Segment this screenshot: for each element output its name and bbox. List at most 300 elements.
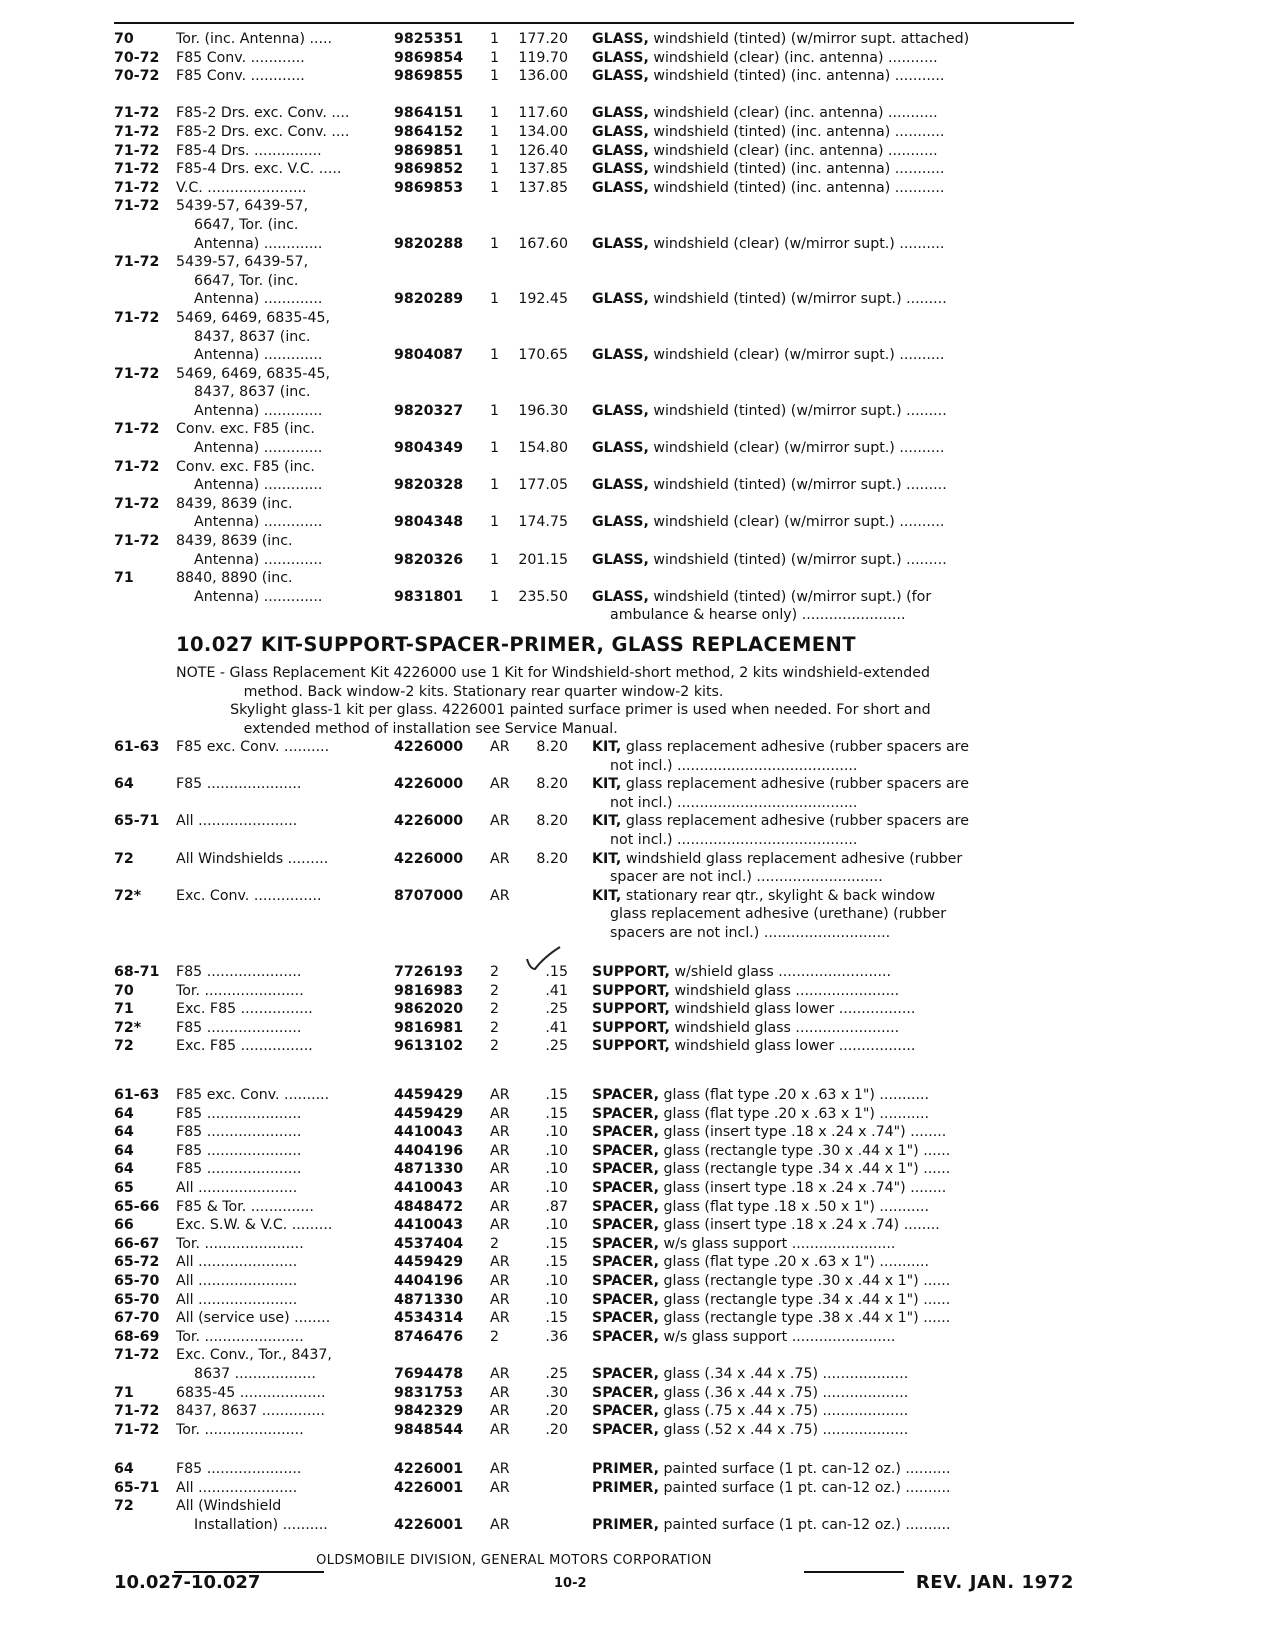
list-price: [510, 868, 592, 887]
list-price: .20: [545, 1403, 568, 1420]
part-row: [114, 402, 1074, 421]
list-price: [510, 924, 592, 943]
note-line: Skylight glass-1 kit per glass. 4226001 painted surface primer is used when needed. For short and: [176, 702, 931, 719]
part-number: 9820327: [394, 402, 464, 419]
part-description: [592, 1123, 1074, 1142]
list-price: [510, 309, 592, 328]
list-price: .30: [545, 1384, 568, 1401]
quantity: [488, 831, 510, 850]
part-description-text: painted surface (1 pt. can-12 oz.) ..........: [659, 1461, 951, 1477]
model-applicability: Antenna) .............: [176, 347, 323, 364]
part-number: 4226000: [394, 813, 464, 830]
part-number: 4226001: [394, 1461, 464, 1477]
year-range: 71: [114, 1001, 134, 1018]
list-price: 117.60: [518, 105, 568, 122]
list-price: [510, 328, 592, 347]
part-description: [592, 253, 1074, 272]
model-applicability: F85 .....................: [176, 1124, 302, 1141]
list-price: [510, 458, 592, 477]
model-applicability: 6835-45 ...................: [176, 1384, 326, 1401]
year-range: 71-72: [114, 421, 160, 438]
model-applicability: All (Windshield: [176, 1498, 282, 1515]
model-applicability: All ......................: [176, 813, 298, 830]
part-description: [592, 1346, 1074, 1365]
model-applicability: [176, 794, 394, 813]
footer-division: OLDSMOBILE DIVISION, GENERAL MOTORS CORPORATION: [316, 1553, 712, 1568]
list-price: .87: [545, 1198, 568, 1215]
part-description-text: windshield glass lower .................: [669, 1038, 916, 1055]
part-number: 4871330: [394, 1291, 464, 1308]
part-description: [592, 290, 1074, 309]
year-range: [114, 513, 176, 532]
quantity: 2: [490, 982, 500, 999]
part-row: [114, 1235, 1074, 1254]
list-price: .15: [545, 1310, 568, 1327]
part-row: [114, 532, 1074, 551]
quantity: 2: [490, 1235, 500, 1252]
quantity: 2: [490, 1328, 500, 1345]
list-price: .10: [545, 1161, 568, 1178]
quantity: 1: [490, 68, 500, 85]
quantity: [488, 757, 510, 776]
part-description-text: windshield (tinted) (inc. antenna) ...........: [648, 123, 945, 140]
part-number: 9825351: [394, 31, 464, 47]
year-range: [114, 272, 176, 291]
part-number: 4226000: [394, 850, 464, 867]
part-number: 9820288: [394, 235, 464, 252]
list-price: .10: [545, 1179, 568, 1196]
model-applicability: [176, 868, 394, 887]
part-name: KIT,: [592, 850, 622, 867]
year-range: 70-72: [114, 68, 160, 85]
list-price: .36: [545, 1328, 568, 1345]
part-description: [592, 1516, 1074, 1535]
part-description-text: windshield (tinted) (inc. antenna) ...........: [648, 68, 945, 85]
part-description: [592, 1497, 1074, 1516]
model-applicability: F85 Conv. ............: [176, 68, 305, 85]
part-number: 9820328: [394, 477, 464, 494]
part-description-text: glass replacement adhesive (urethane) (rubber: [592, 906, 947, 923]
part-description: [592, 1460, 1074, 1479]
part-description: [592, 775, 1074, 794]
model-applicability: F85 exc. Conv. ..........: [176, 739, 330, 755]
model-applicability: Antenna) .............: [176, 291, 323, 308]
part-description: [592, 850, 1074, 869]
part-description: [592, 588, 1074, 607]
part-name: SPACER,: [592, 1384, 659, 1401]
list-price: .15: [545, 1087, 568, 1103]
part-number: 9816983: [394, 982, 464, 999]
quantity: 1: [490, 142, 500, 159]
quantity: AR: [490, 1291, 510, 1308]
model-applicability: F85 Conv. ............: [176, 49, 305, 66]
part-description: [592, 1328, 1074, 1347]
model-applicability: F85-4 Drs. ...............: [176, 142, 322, 159]
list-price: 137.85: [518, 161, 568, 178]
part-description-text: glass (flat type .20 x .63 x 1") ...........: [658, 1105, 930, 1122]
quantity: AR: [490, 739, 510, 755]
model-applicability: 6647, Tor. (inc.: [176, 216, 299, 233]
part-description: [592, 402, 1074, 421]
part-description-text: windshield (tinted) (w/mirror supt.) .........: [648, 477, 947, 494]
quantity: AR: [490, 1516, 510, 1533]
quantity: [488, 197, 510, 216]
year-range: 71-72: [114, 161, 160, 178]
year-range: 71-72: [114, 142, 160, 159]
quantity: AR: [490, 1479, 510, 1496]
kit-list: [114, 738, 1074, 943]
list-price: [510, 606, 592, 625]
section-note: [176, 664, 1076, 738]
quantity: AR: [490, 1142, 510, 1159]
list-price: [510, 272, 592, 291]
part-description: [592, 1272, 1074, 1291]
year-range: 71-72: [114, 1421, 160, 1438]
footer-revision: REV. JAN. 1972: [915, 1572, 1074, 1593]
year-range: 64: [114, 1461, 134, 1477]
list-price: [510, 495, 592, 514]
part-number: 9848544: [394, 1421, 464, 1438]
year-range: 71-72: [114, 1403, 160, 1420]
part-row: [114, 905, 1074, 924]
part-name: SPACER,: [592, 1310, 659, 1327]
year-range: [114, 235, 176, 254]
part-name: GLASS,: [592, 68, 649, 85]
part-number: [394, 532, 488, 551]
quantity: AR: [490, 1254, 510, 1271]
part-description: [592, 383, 1074, 402]
part-number: 9869853: [394, 179, 464, 196]
part-number: 9869851: [394, 142, 464, 159]
part-description-text: spacer are not incl.) ............................: [592, 869, 883, 886]
model-applicability: Antenna) .............: [176, 588, 323, 605]
part-description: [592, 1179, 1074, 1198]
part-description-text: glass (flat type .20 x .63 x 1") ...........: [658, 1254, 930, 1271]
part-name: GLASS,: [592, 179, 649, 196]
quantity: [488, 253, 510, 272]
part-name: SPACER,: [592, 1179, 659, 1196]
model-applicability: F85 & Tor. ..............: [176, 1198, 314, 1215]
model-applicability: 5469, 6469, 6835-45,: [176, 365, 331, 382]
part-row: [114, 513, 1074, 532]
part-description-text: not incl.) ........................................: [592, 831, 858, 848]
part-name: GLASS,: [592, 291, 649, 308]
part-name: SUPPORT,: [592, 964, 670, 980]
part-description-text: windshield (tinted) (inc. antenna) ...........: [648, 161, 945, 178]
part-description: [592, 1253, 1074, 1272]
part-row: [114, 757, 1074, 776]
quantity: [488, 309, 510, 328]
list-price: .15: [545, 1254, 568, 1271]
part-description: [592, 346, 1074, 365]
list-price: 136.00: [518, 68, 568, 85]
list-price: 192.45: [518, 291, 568, 308]
part-number: [394, 458, 488, 477]
quantity: AR: [490, 1124, 510, 1141]
model-applicability: Installation) ..........: [176, 1516, 328, 1533]
quantity: [488, 868, 510, 887]
part-row: [114, 1037, 1074, 1056]
part-number: 9820326: [394, 551, 464, 568]
quantity: 1: [490, 402, 500, 419]
year-range: 65-66: [114, 1198, 160, 1215]
part-row: [114, 346, 1074, 365]
model-applicability: Antenna) .............: [176, 235, 323, 252]
model-applicability: [176, 757, 394, 776]
part-row: [114, 812, 1074, 831]
part-name: GLASS,: [592, 514, 649, 531]
part-description: [592, 328, 1074, 347]
quantity: AR: [490, 1461, 510, 1477]
part-number: 4226001: [394, 1516, 464, 1533]
part-description-text: w/s glass support .......................: [658, 1235, 896, 1252]
year-range: 67-70: [114, 1310, 160, 1327]
year-range: 70: [114, 982, 134, 999]
part-description: [592, 982, 1074, 1001]
part-description-text: glass (rectangle type .34 x .44 x 1") ......: [658, 1161, 951, 1178]
part-name: SPACER,: [592, 1235, 659, 1252]
part-row: [114, 49, 1074, 68]
part-description-text: glass (rectangle type .30 x .44 x 1") ......: [658, 1142, 951, 1159]
part-row: [114, 831, 1074, 850]
year-range: 70: [114, 31, 134, 47]
note-line: NOTE - Glass Replacement Kit 4226000 use 1 Kit for Windshield-short method, 2 kits windshield-extended: [176, 665, 930, 681]
model-applicability: 8637 ..................: [176, 1365, 316, 1382]
part-description: [592, 1086, 1074, 1105]
part-number: [394, 495, 488, 514]
part-description-text: glass (rectangle type .38 x .44 x 1") ......: [658, 1310, 951, 1327]
part-description: [592, 1309, 1074, 1328]
part-number: 4848472: [394, 1198, 464, 1215]
part-name: SPACER,: [592, 1403, 659, 1420]
list-price: .15: [545, 1105, 568, 1122]
part-row: [114, 1346, 1074, 1365]
year-range: 71-72: [114, 1347, 160, 1364]
quantity: 1: [490, 347, 500, 364]
part-number: 4410043: [394, 1217, 464, 1234]
part-description-text: windshield (tinted) (w/mirror supt.) (for: [648, 588, 932, 605]
year-range: [114, 551, 176, 570]
part-description: [592, 142, 1074, 161]
part-description-text: glass (flat type .18 x .50 x 1") ...........: [658, 1198, 930, 1215]
model-applicability: 8840, 8890 (inc.: [176, 570, 293, 587]
quantity: [488, 328, 510, 347]
part-number: 4410043: [394, 1179, 464, 1196]
part-name: SPACER,: [592, 1272, 659, 1289]
part-number: [394, 905, 488, 924]
quantity: 1: [490, 588, 500, 605]
year-range: 66: [114, 1217, 134, 1234]
part-name: SUPPORT,: [592, 1001, 670, 1018]
part-number: [394, 794, 488, 813]
part-description: [592, 1365, 1074, 1384]
part-number: 4459429: [394, 1105, 464, 1122]
part-row: [114, 160, 1074, 179]
part-row: [114, 309, 1074, 328]
year-range: [114, 439, 176, 458]
year-range: [114, 757, 176, 776]
quantity: 1: [490, 123, 500, 140]
quantity: 1: [490, 49, 500, 66]
part-number: 9869855: [394, 68, 464, 85]
part-row: [114, 67, 1074, 86]
list-price: .10: [545, 1217, 568, 1234]
part-row: [114, 123, 1074, 142]
list-price: [510, 216, 592, 235]
part-description-text: windshield (tinted) (w/mirror supt. attached): [648, 31, 970, 47]
part-description-text: windshield (tinted) (inc. antenna) ...........: [648, 179, 945, 196]
list-price: 170.65: [518, 347, 568, 364]
part-description-text: painted surface (1 pt. can-12 oz.) ..........: [659, 1479, 951, 1496]
model-applicability: [176, 831, 394, 850]
part-number: 9869854: [394, 49, 464, 66]
model-applicability: Antenna) .............: [176, 440, 323, 457]
part-description: [592, 104, 1074, 123]
quantity: 2: [490, 1019, 500, 1036]
year-range: 64: [114, 1161, 134, 1178]
quantity: AR: [490, 1179, 510, 1196]
part-row: [114, 1365, 1074, 1384]
part-description: [592, 439, 1074, 458]
part-description: [592, 365, 1074, 384]
part-row: [114, 290, 1074, 309]
part-number: 7694478: [394, 1365, 464, 1382]
part-row: [114, 1402, 1074, 1421]
quantity: 1: [490, 105, 500, 122]
part-number: 9862020: [394, 1001, 464, 1018]
year-range: [114, 216, 176, 235]
model-applicability: Conv. exc. F85 (inc.: [176, 458, 315, 475]
part-description-text: windshield glass .......................: [669, 1019, 900, 1036]
part-description: [592, 160, 1074, 179]
quantity: [488, 383, 510, 402]
year-range: 65-70: [114, 1272, 160, 1289]
part-description-text: not incl.) ........................................: [592, 757, 858, 774]
model-applicability: 8437, 8637 (inc.: [176, 384, 311, 401]
part-row: [114, 1421, 1074, 1440]
part-name: SPACER,: [592, 1291, 659, 1308]
list-price: [510, 794, 592, 813]
year-range: [114, 402, 176, 421]
part-row: [114, 142, 1074, 161]
part-number: [394, 383, 488, 402]
part-description-text: windshield (clear) (w/mirror supt.) ..........: [648, 440, 945, 457]
part-name: SUPPORT,: [592, 1038, 670, 1055]
year-range: 61-63: [114, 1087, 160, 1103]
model-applicability: All ......................: [176, 1479, 298, 1496]
list-price: 196.30: [518, 402, 568, 419]
quantity: [488, 794, 510, 813]
part-row: [114, 588, 1074, 607]
quantity: 2: [490, 964, 500, 980]
list-price: [510, 1460, 592, 1479]
part-number: 7726193: [394, 964, 464, 980]
model-applicability: Antenna) .............: [176, 477, 323, 494]
part-description: [592, 1402, 1074, 1421]
part-row: [114, 420, 1074, 439]
quantity: 1: [490, 514, 500, 531]
part-row: [114, 1000, 1074, 1019]
part-row: [114, 1019, 1074, 1038]
part-number: 9804348: [394, 514, 464, 531]
part-number: 4226000: [394, 776, 464, 793]
year-range: [114, 476, 176, 495]
quantity: AR: [490, 1421, 510, 1438]
part-description: [592, 1198, 1074, 1217]
quantity: [488, 606, 510, 625]
model-applicability: Antenna) .............: [176, 514, 323, 531]
year-range: 71-72: [114, 179, 160, 196]
quantity: AR: [490, 1272, 510, 1289]
list-price: .41: [545, 982, 568, 999]
part-row: [114, 1142, 1074, 1161]
list-price: 137.85: [518, 179, 568, 196]
part-name: SPACER,: [592, 1421, 659, 1438]
model-applicability: F85 .....................: [176, 776, 302, 793]
model-applicability: F85-2 Drs. exc. Conv. ....: [176, 105, 350, 122]
part-row: [114, 439, 1074, 458]
list-price: 154.80: [518, 440, 568, 457]
part-description: [592, 1421, 1074, 1440]
list-price: .25: [545, 1365, 568, 1382]
part-description: [592, 1160, 1074, 1179]
part-name: SPACER,: [592, 1142, 659, 1159]
model-applicability: Exc. Conv., Tor., 8437,: [176, 1347, 332, 1364]
part-row: [114, 104, 1074, 123]
part-number: 4404196: [394, 1142, 464, 1159]
part-name: SUPPORT,: [592, 1019, 670, 1036]
part-name: KIT,: [592, 776, 622, 793]
model-applicability: 5439-57, 6439-57,: [176, 254, 309, 271]
part-description: [592, 1019, 1074, 1038]
part-description-text: glass replacement adhesive (rubber spacers are: [621, 776, 969, 793]
year-range: [114, 1365, 176, 1384]
part-number: 9831801: [394, 588, 464, 605]
list-price: .25: [545, 1001, 568, 1018]
part-number: [394, 924, 488, 943]
quantity: AR: [490, 813, 510, 830]
part-name: PRIMER,: [592, 1516, 659, 1533]
part-number: 4459429: [394, 1087, 464, 1103]
model-applicability: F85 .....................: [176, 1019, 302, 1036]
list-price: [510, 1516, 592, 1535]
windshield-glass-list: [114, 30, 1074, 625]
top-rule: [114, 22, 1074, 24]
part-row: [114, 328, 1074, 347]
quantity: [488, 532, 510, 551]
year-range: 71: [114, 1384, 134, 1401]
list-price: .15: [545, 964, 568, 980]
part-description: [592, 197, 1074, 216]
year-range: 68-71: [114, 964, 160, 980]
part-description: [592, 1037, 1074, 1056]
year-range: 72: [114, 1038, 134, 1055]
year-range: 70-72: [114, 49, 160, 66]
model-applicability: 6647, Tor. (inc.: [176, 272, 299, 289]
quantity: [488, 1346, 510, 1365]
part-description: [592, 606, 1074, 625]
row-gap: [114, 86, 1074, 105]
part-row: [114, 982, 1074, 1001]
quantity: 1: [490, 179, 500, 196]
year-range: [114, 328, 176, 347]
part-row: [114, 1198, 1074, 1217]
list-price: [510, 420, 592, 439]
part-number: 8707000: [394, 887, 464, 904]
part-row: [114, 551, 1074, 570]
part-row: [114, 963, 1074, 982]
part-row: [114, 1160, 1074, 1179]
